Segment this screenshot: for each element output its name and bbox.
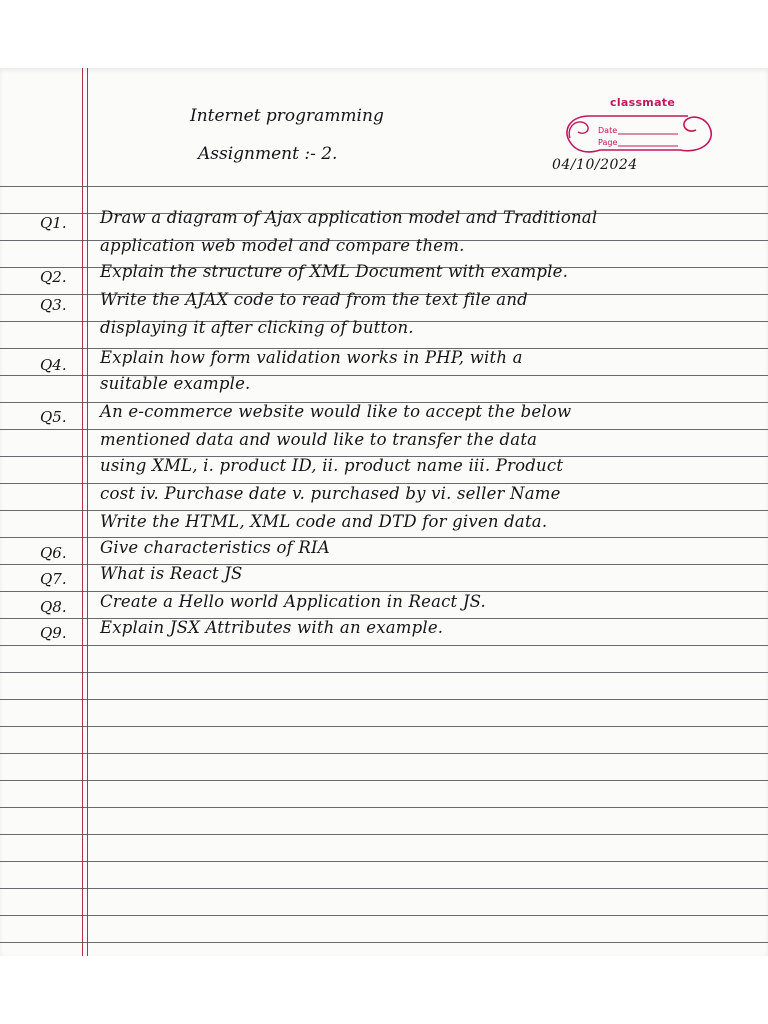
margin-line-left (82, 68, 83, 956)
question-text-line: Explain how form validation works in PHP, with a (100, 348, 523, 367)
question-text-line: displaying it after clicking of button. (100, 318, 414, 337)
margin-line-right (87, 68, 88, 956)
ruled-line (0, 834, 768, 835)
question-text-line: Create a Hello world Application in React JS. (100, 592, 487, 611)
question-text-line: Draw a diagram of Ajax application model and Traditional (100, 208, 598, 227)
ruled-line (0, 888, 768, 889)
classmate-brand-logo: classmate (610, 96, 676, 109)
question-text-line: What is React JS (100, 564, 243, 583)
question-number: Q7. (40, 570, 67, 588)
ruled-line (0, 699, 768, 700)
date-value: 04/10/2024 (552, 157, 638, 173)
question-number: Q9. (40, 624, 67, 642)
question-text-line: using XML, i. product ID, ii. product name iii. Product (100, 456, 564, 475)
ruled-line (0, 672, 768, 673)
page-label: Page (598, 138, 618, 147)
question-number: Q4. (40, 356, 67, 374)
ruled-line (0, 861, 768, 862)
ruled-line (0, 915, 768, 916)
question-text-line: Give characteristics of RIA (100, 538, 330, 557)
question-text-line: application web model and compare them. (100, 236, 465, 255)
page-subtitle: Assignment :- 2. (198, 144, 338, 164)
ruled-line (0, 645, 768, 646)
question-number: Q3. (40, 296, 67, 314)
ruled-line (0, 753, 768, 754)
question-text-line: cost iv. Purchase date v. purchased by vi. seller Name (100, 484, 561, 503)
ruled-line (0, 807, 768, 808)
question-text-line: Write the AJAX code to read from the text file and (100, 290, 528, 309)
question-text-line: Explain the structure of XML Document with example. (100, 262, 569, 281)
question-number: Q5. (40, 408, 67, 426)
question-text-line: Explain JSX Attributes with an example. (100, 618, 444, 637)
ruled-line (0, 186, 768, 187)
question-number: Q6. (40, 544, 67, 562)
classmate-frame-icon (560, 108, 720, 164)
question-number: Q2. (40, 268, 67, 286)
notebook-page (0, 68, 768, 956)
question-number: Q8. (40, 598, 67, 616)
ruled-line (0, 942, 768, 943)
question-text-line: suitable example. (100, 374, 251, 393)
question-text-line: An e-commerce website would like to accept the below (100, 402, 572, 421)
question-number: Q1. (40, 214, 67, 232)
ruled-line (0, 780, 768, 781)
date-label: Date (598, 126, 618, 135)
question-text-line: Write the HTML, XML code and DTD for given data. (100, 512, 548, 531)
question-text-line: mentioned data and would like to transfer the data (100, 430, 538, 449)
ruled-line (0, 726, 768, 727)
page-title: Internet programming (190, 106, 384, 126)
